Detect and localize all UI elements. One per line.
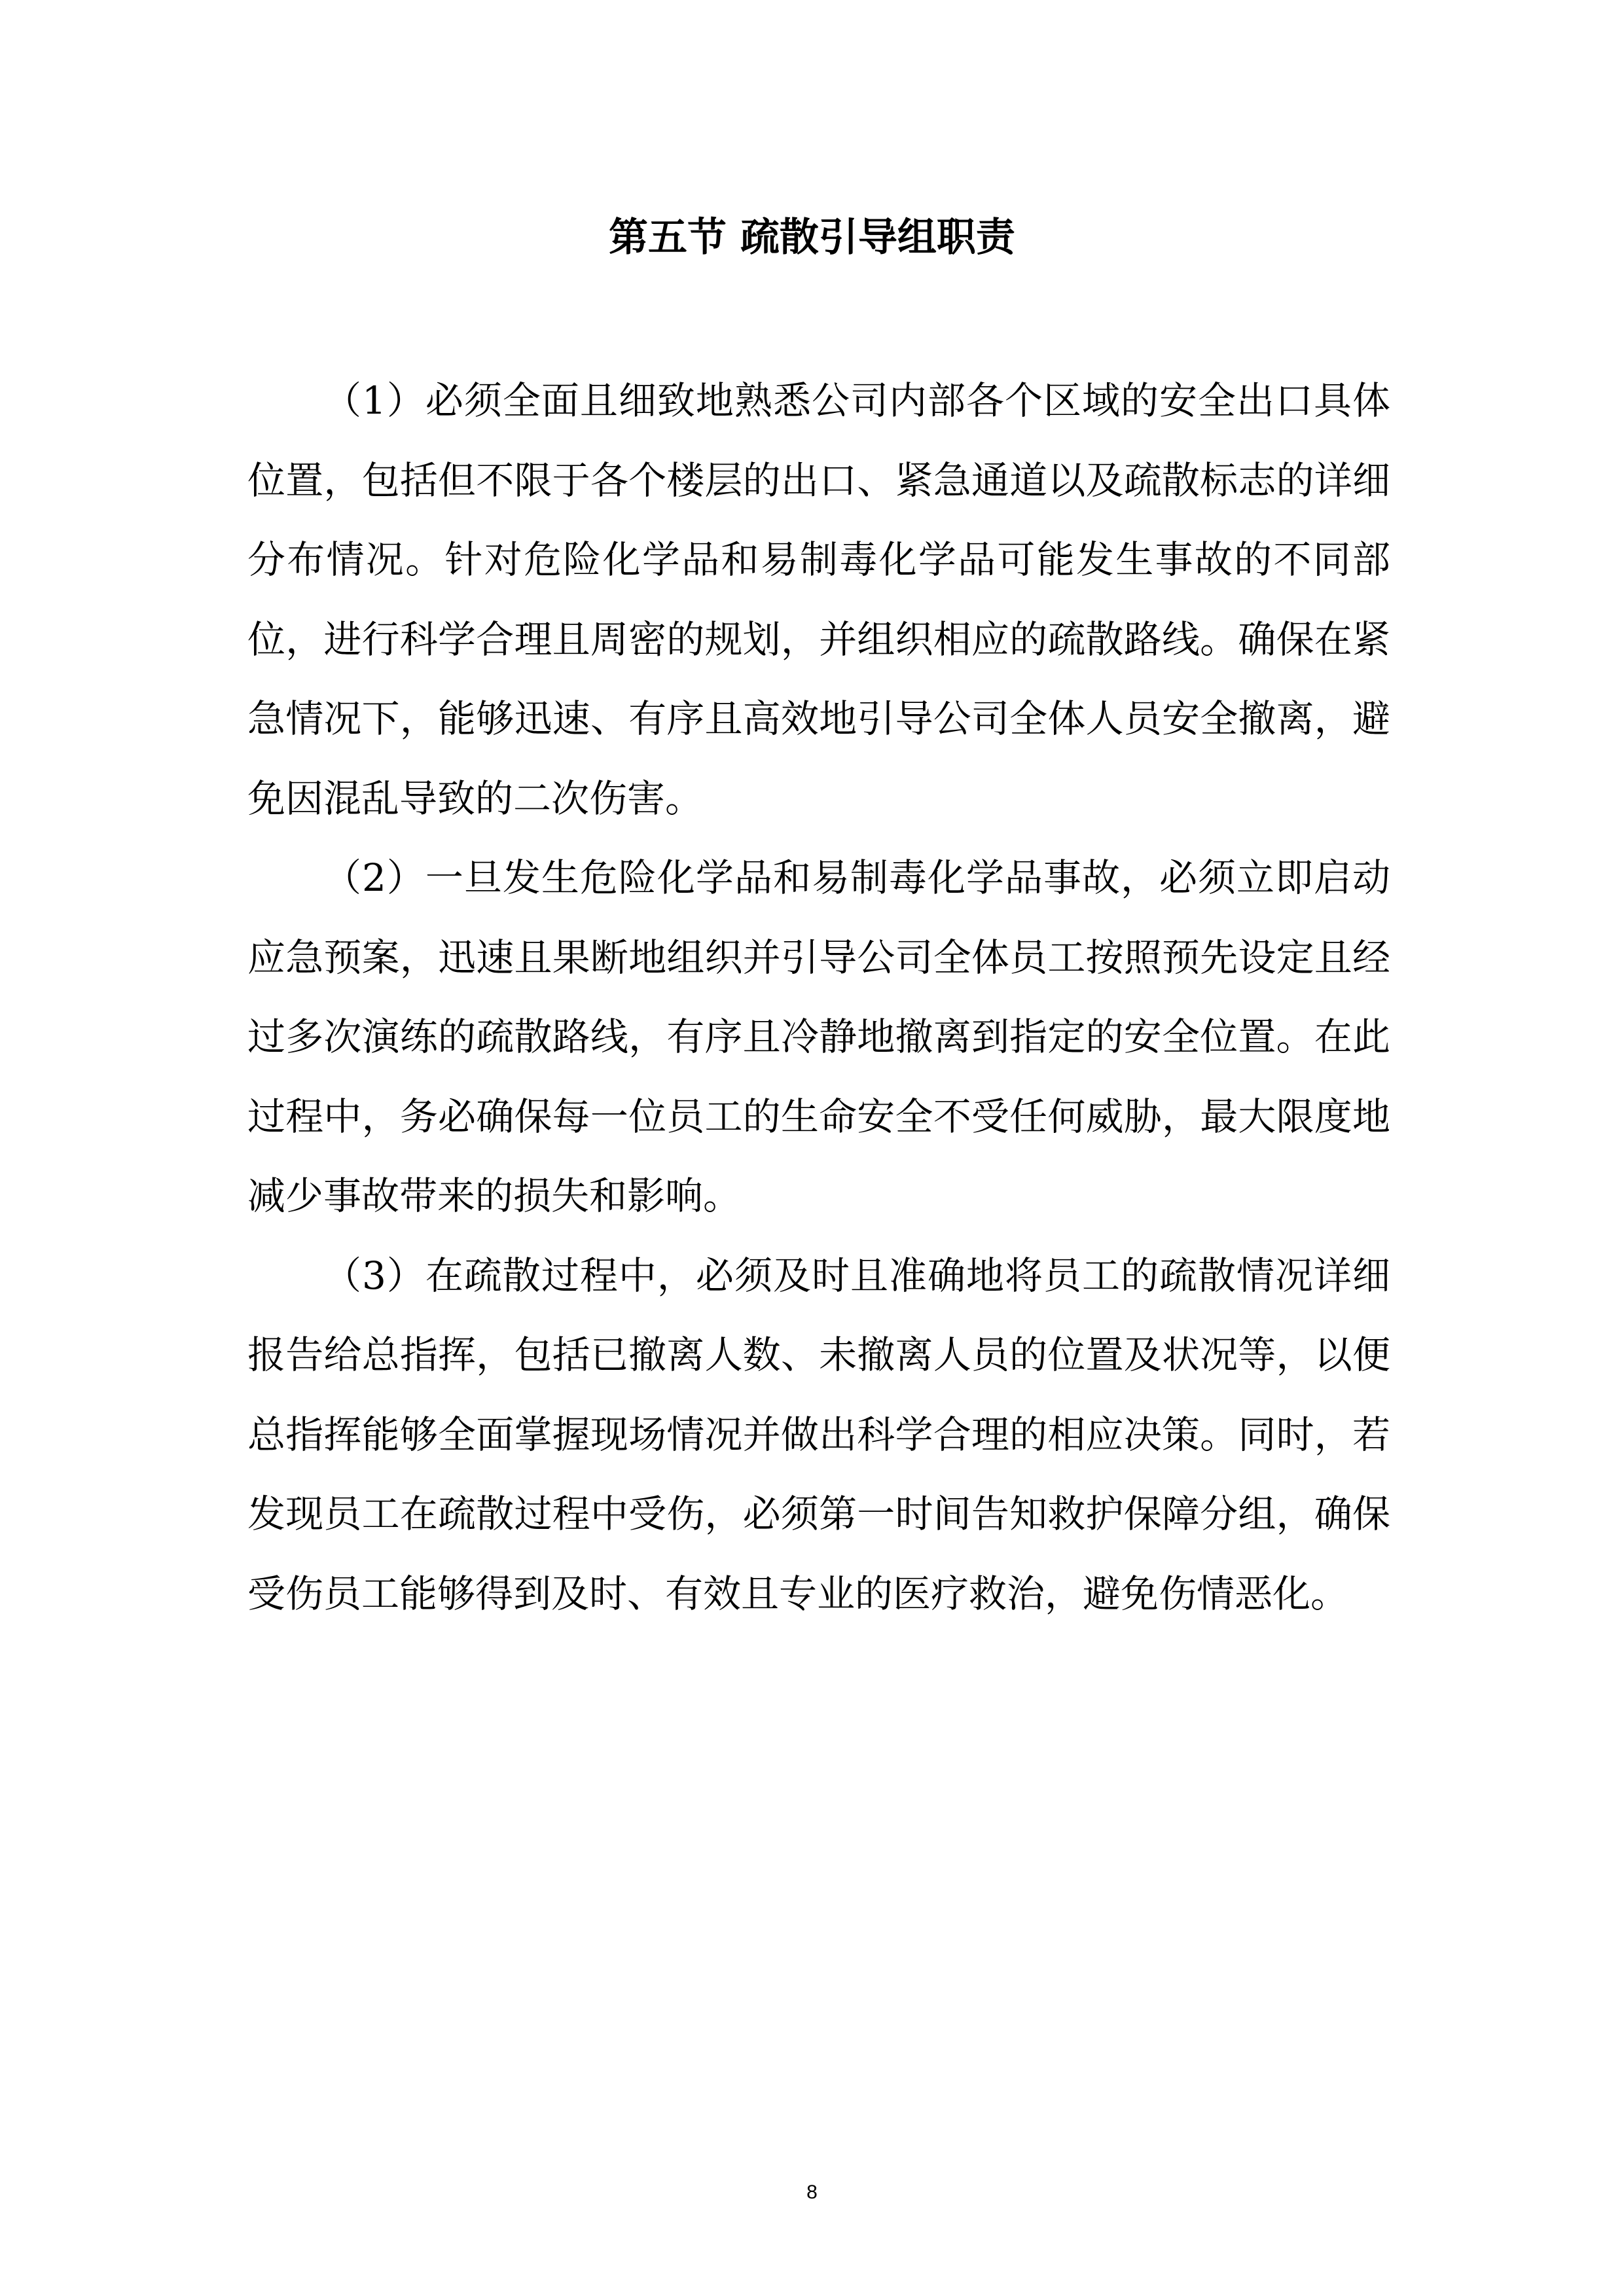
document-body <box>247 361 1390 1634</box>
paragraph-3: （3）在疏散过程中，必须及时且准确地将员工的疏散情况详细报告给总指挥，包括已撤离人数、未撤离人员的位置及状况等，以便总指挥能够全面掌握现场情况并做出科学合理的相应决策。同时，若发现员工在疏散过程中受伤，必须第一时间告知救护保障分组，确保受伤员工能够得到及时、有效且专业的医疗救治，避免伤情恶化。 <box>247 1253 1390 1616</box>
page-number: 8 <box>806 2181 818 2203</box>
paragraph-1: （1）必须全面且细致地熟悉公司内部各个区域的安全出口具体位置，包括但不限于各个楼层的出口、紧急通道以及疏散标志的详细分布情况。针对危险化学品和易制毒化学品可能发生事故的不同部位，进行科学合理且周密的规划，并组织相应的疏散路线。确保在紧急情况下，能够迅速、有序且高效地引导公司全体人员安全撤离，避免因混乱导致的二次伤害。 <box>247 378 1390 821</box>
section-title: 第五节 疏散引导组职责 <box>609 215 1015 260</box>
paragraph-2: （2）一旦发生危险化学品和易制毒化学品事故，必须立即启动应急预案，迅速且果断地组织并引导公司全体员工按照预先设定且经过多次演练的疏散路线，有序且冷静地撤离到指定的安全位置。在此过程中，务必确保每一位员工的生命安全不受任何威胁，最大限度地减少事故带来的损失和影响。 <box>247 855 1390 1218</box>
